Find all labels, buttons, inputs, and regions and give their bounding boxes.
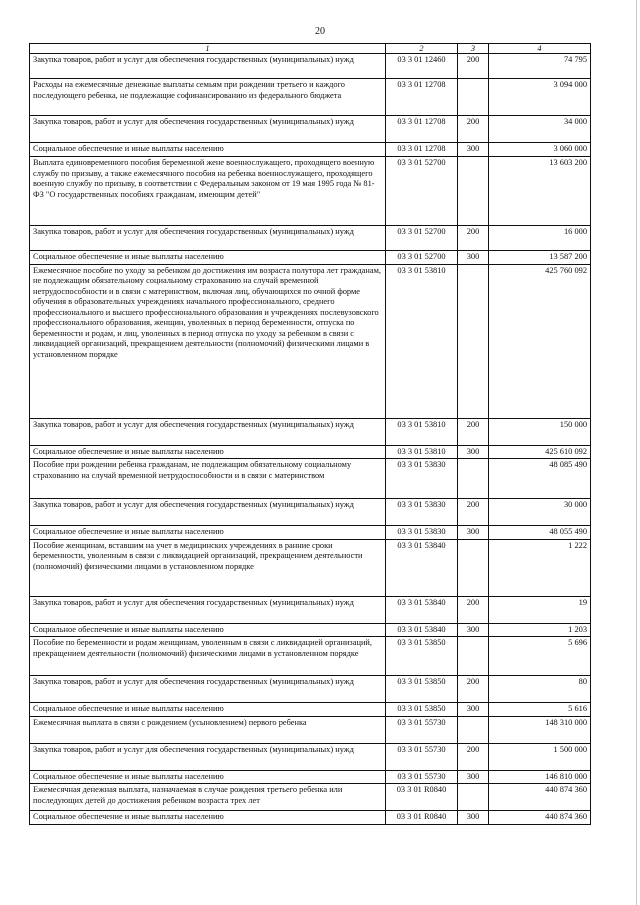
row-target-code: 03 3 01 52700 xyxy=(386,157,458,226)
row-description: Социальное обеспечение и иные выплаты населению xyxy=(30,703,386,717)
row-description: Пособие при рождении ребенка гражданам, не подлежащим обязательному социальному страхованию на случай временной нетрудоспособности и в связи с материнством xyxy=(30,459,386,499)
row-expense-type xyxy=(458,637,489,676)
table-row xyxy=(30,418,591,445)
budget-table xyxy=(29,43,591,825)
row-amount: 146 810 000 xyxy=(489,770,591,784)
table-row xyxy=(30,445,591,459)
row-expense-type xyxy=(458,539,489,596)
row-description: Расходы на ежемесячные денежные выплаты семьям при рождении третьего и каждого последующего ребенка, не подлежащие софинансированию из федерального бюджета xyxy=(30,79,386,116)
row-description: Социальное обеспечение и иные выплаты населению xyxy=(30,251,386,265)
row-description: Социальное обеспечение и иные выплаты населению xyxy=(30,623,386,637)
row-target-code: 03 3 01 53840 xyxy=(386,539,458,596)
row-amount: 13 587 200 xyxy=(489,251,591,265)
row-amount: 1 500 000 xyxy=(489,743,591,770)
column-header-type: 3 xyxy=(458,44,489,54)
table-row xyxy=(30,143,591,157)
row-description: Закупка товаров, работ и услуг для обеспечения государственных (муниципальных) нужд xyxy=(30,418,386,445)
table-row xyxy=(30,157,591,226)
row-expense-type: 300 xyxy=(458,526,489,540)
row-amount: 16 000 xyxy=(489,226,591,251)
row-description: Закупка товаров, работ и услуг для обеспечения государственных (муниципальных) нужд xyxy=(30,676,386,703)
row-target-code: 03 3 01 12708 xyxy=(386,116,458,143)
row-description: Закупка товаров, работ и услуг для обеспечения государственных (муниципальных) нужд xyxy=(30,226,386,251)
row-target-code: 03 3 01 53840 xyxy=(386,623,458,637)
column-header-code: 2 xyxy=(386,44,458,54)
table-header-row xyxy=(30,44,591,54)
row-expense-type: 200 xyxy=(458,116,489,143)
row-amount: 80 xyxy=(489,676,591,703)
row-amount: 150 000 xyxy=(489,418,591,445)
row-expense-type: 200 xyxy=(458,596,489,623)
row-description: Закупка товаров, работ и услуг для обеспечения государственных (муниципальных) нужд xyxy=(30,499,386,526)
column-header-name: 1 xyxy=(30,44,386,54)
row-expense-type: 300 xyxy=(458,623,489,637)
row-amount: 1 203 xyxy=(489,623,591,637)
row-description: Закупка товаров, работ и услуг для обеспечения государственных (муниципальных) нужд xyxy=(30,54,386,79)
table-row xyxy=(30,226,591,251)
table-row xyxy=(30,716,591,743)
table-row xyxy=(30,526,591,540)
table-row xyxy=(30,811,591,825)
row-amount: 148 310 000 xyxy=(489,716,591,743)
table-row xyxy=(30,251,591,265)
row-target-code: 03 3 01 55730 xyxy=(386,716,458,743)
row-description: Социальное обеспечение и иные выплаты населению xyxy=(30,143,386,157)
row-description: Ежемесячная денежная выплата, назначаемая в случае рождения третьего ребенка или последующих детей до достижения ребенком возраста трех лет xyxy=(30,784,386,811)
row-target-code: 03 3 01 55730 xyxy=(386,743,458,770)
row-target-code: 03 3 01 53810 xyxy=(386,418,458,445)
row-expense-type: 300 xyxy=(458,143,489,157)
row-amount: 13 603 200 xyxy=(489,157,591,226)
table-row xyxy=(30,770,591,784)
row-target-code: 03 3 01 12708 xyxy=(386,79,458,116)
row-expense-type xyxy=(458,716,489,743)
row-amount: 48 055 490 xyxy=(489,526,591,540)
row-amount: 5 696 xyxy=(489,637,591,676)
table-row xyxy=(30,499,591,526)
row-amount: 1 222 xyxy=(489,539,591,596)
row-target-code: 03 3 01 53840 xyxy=(386,596,458,623)
table-row xyxy=(30,539,591,596)
row-target-code: 03 3 01 52700 xyxy=(386,226,458,251)
table-row xyxy=(30,623,591,637)
row-expense-type xyxy=(458,784,489,811)
row-target-code: 03 3 01 53830 xyxy=(386,459,458,499)
row-description: Закупка товаров, работ и услуг для обеспечения государственных (муниципальных) нужд xyxy=(30,116,386,143)
row-expense-type xyxy=(458,157,489,226)
row-expense-type: 200 xyxy=(458,743,489,770)
table-row xyxy=(30,637,591,676)
row-target-code: 03 3 01 12460 xyxy=(386,54,458,79)
row-expense-type: 200 xyxy=(458,54,489,79)
row-amount: 48 085 490 xyxy=(489,459,591,499)
row-amount: 19 xyxy=(489,596,591,623)
row-target-code: 03 3 01 53810 xyxy=(386,445,458,459)
table-row xyxy=(30,459,591,499)
row-target-code: 03 3 01 52700 xyxy=(386,251,458,265)
row-target-code: 03 3 01 53850 xyxy=(386,637,458,676)
row-expense-type: 300 xyxy=(458,703,489,717)
row-target-code: 03 3 01 12708 xyxy=(386,143,458,157)
row-expense-type: 300 xyxy=(458,770,489,784)
row-expense-type: 200 xyxy=(458,226,489,251)
scan-edge-line xyxy=(636,0,637,905)
row-target-code: 03 3 01 53810 xyxy=(386,264,458,418)
row-amount: 74 795 xyxy=(489,54,591,79)
row-expense-type xyxy=(458,264,489,418)
table-row xyxy=(30,264,591,418)
table-row xyxy=(30,79,591,116)
row-expense-type: 300 xyxy=(458,445,489,459)
row-amount: 3 094 000 xyxy=(489,79,591,116)
row-expense-type xyxy=(458,79,489,116)
row-description: Ежемесячная выплата в связи с рождением (усыновлением) первого ребенка xyxy=(30,716,386,743)
row-description: Ежемесячное пособие по уходу за ребенком до достижения им возраста полутора лет гражданам, не подлежащим обязательному социальному страхованию на случай временной нетрудоспособности и в связи с материнством, включая лиц, обучающихся по очной форме обучения в образовательных учреждениях начального профессионального, среднего профессионального и высшего профессионального образования и учреждениях послевузовского профессионального образования, женщин, уволенных в период беременности, отпуска по беременности и родам, и лиц, уволенных в период отпуска по уходу за ребенком в связи с ликвидацией организаций, прекращением деятельности (полномочий) физическими лицами в установленном порядке xyxy=(30,264,386,418)
row-description: Социальное обеспечение и иные выплаты населению xyxy=(30,770,386,784)
page-number: 20 xyxy=(315,26,325,37)
row-amount: 425 760 092 xyxy=(489,264,591,418)
row-target-code: 03 3 01 53850 xyxy=(386,676,458,703)
row-target-code: 03 3 01 53850 xyxy=(386,703,458,717)
table-row xyxy=(30,676,591,703)
table-row xyxy=(30,784,591,811)
row-description: Выплата единовременного пособия беременной жене военнослужащего, проходящего военную службу по призыву, а также ежемесячного пособия на ребенка военнослужащего, проходящего военную службу по призыву, в соответствии с Федеральным законом от 19 мая 1995 года № 81-ФЗ "О государственных пособиях гражданам, имеющим детей" xyxy=(30,157,386,226)
table-row xyxy=(30,54,591,79)
row-target-code: 03 3 01 53830 xyxy=(386,499,458,526)
row-description: Пособие женщинам, вставшим на учет в медицинских учреждениях в ранние сроки беременности, уволенным в связи с ликвидацией организаций, прекращением деятельности (полномочий) физическими лицами в установленном порядке xyxy=(30,539,386,596)
row-expense-type: 200 xyxy=(458,676,489,703)
table-row xyxy=(30,743,591,770)
row-target-code: 03 3 01 53830 xyxy=(386,526,458,540)
row-description: Социальное обеспечение и иные выплаты населению xyxy=(30,526,386,540)
table-row xyxy=(30,703,591,717)
row-amount: 30 000 xyxy=(489,499,591,526)
row-amount: 5 616 xyxy=(489,703,591,717)
row-target-code: 03 3 01 R0840 xyxy=(386,784,458,811)
column-header-amount: 4 xyxy=(489,44,591,54)
row-expense-type: 300 xyxy=(458,811,489,825)
row-description: Закупка товаров, работ и услуг для обеспечения государственных (муниципальных) нужд xyxy=(30,743,386,770)
row-amount: 440 874 360 xyxy=(489,784,591,811)
table-row xyxy=(30,116,591,143)
row-description: Социальное обеспечение и иные выплаты населению xyxy=(30,445,386,459)
row-expense-type xyxy=(458,459,489,499)
table-row xyxy=(30,596,591,623)
row-target-code: 03 3 01 R0840 xyxy=(386,811,458,825)
row-amount: 34 000 xyxy=(489,116,591,143)
row-description: Социальное обеспечение и иные выплаты населению xyxy=(30,811,386,825)
row-amount: 425 610 092 xyxy=(489,445,591,459)
row-expense-type: 200 xyxy=(458,499,489,526)
row-expense-type: 200 xyxy=(458,418,489,445)
row-expense-type: 300 xyxy=(458,251,489,265)
row-amount: 440 874 360 xyxy=(489,811,591,825)
row-description: Пособие по беременности и родам женщинам, уволенным в связи с ликвидацией организаций, прекращением деятельности (полномочий) физическими лицами в установленном порядке xyxy=(30,637,386,676)
row-amount: 3 060 000 xyxy=(489,143,591,157)
row-description: Закупка товаров, работ и услуг для обеспечения государственных (муниципальных) нужд xyxy=(30,596,386,623)
row-target-code: 03 3 01 55730 xyxy=(386,770,458,784)
